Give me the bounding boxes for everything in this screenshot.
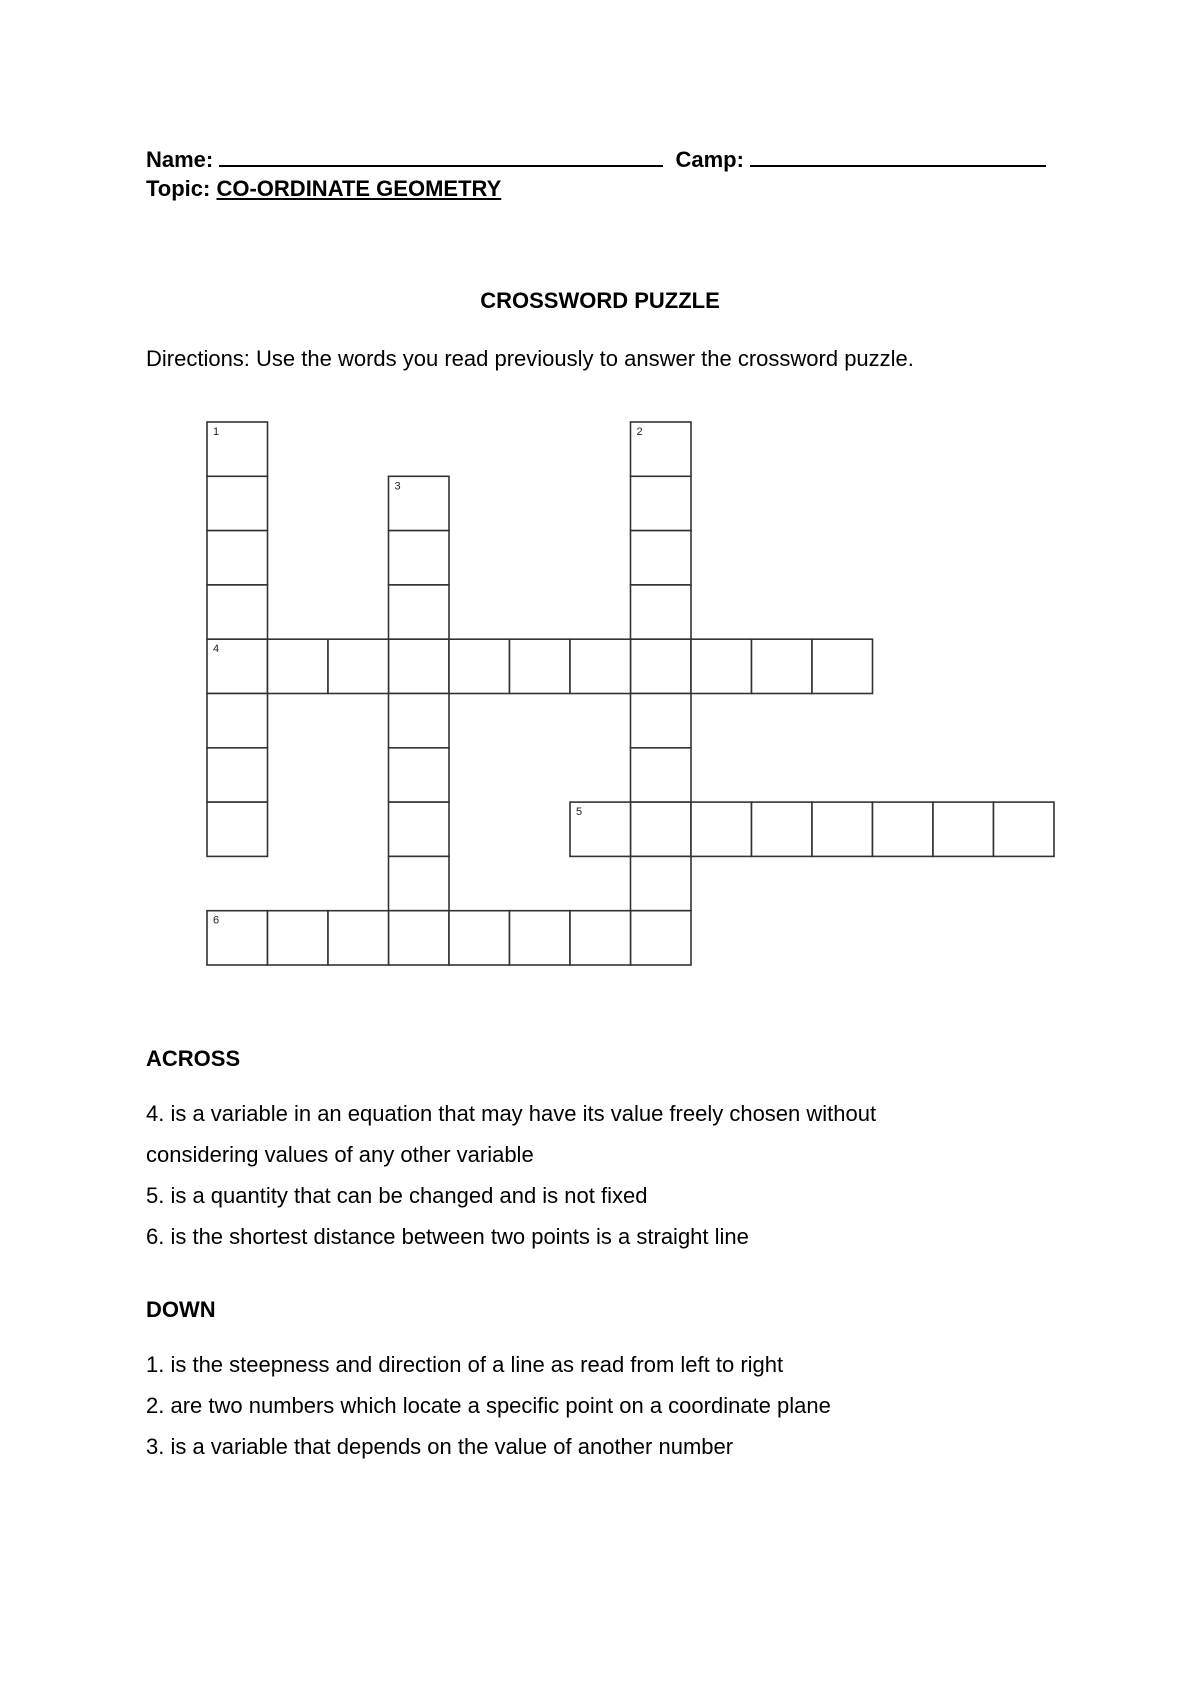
crossword-cell-r5-c3[interactable] (389, 694, 450, 748)
crossword-cell-r7-c11[interactable] (873, 802, 934, 856)
crossword-cell-r2-c3[interactable] (389, 531, 450, 585)
crossword-cell-r9-c7[interactable] (631, 911, 692, 965)
crossword-cell-r7-c3[interactable] (389, 802, 450, 856)
crossword-cell-r7-c12[interactable] (933, 802, 994, 856)
crossword-cell-r4-c7[interactable] (631, 639, 692, 693)
crossword-cell-r9-c1[interactable] (268, 911, 329, 965)
crossword-cell-r9-c3[interactable] (389, 911, 450, 965)
crossword-cell-r7-c10[interactable] (812, 802, 873, 856)
crossword-cell-r1-c7[interactable] (631, 476, 692, 530)
crossword-cell-r5-c7[interactable] (631, 694, 692, 748)
clue-down-2: 2. are two numbers which locate a specific point on a coordinate plane (146, 1393, 831, 1418)
page-title: CROSSWORD PUZZLE (480, 288, 720, 313)
crossword-cell-r9-c5[interactable] (510, 911, 571, 965)
clue-number-3: 3 (394, 480, 401, 493)
crossword-cell-r7-c0[interactable] (207, 802, 268, 856)
name-label: Name: (146, 147, 214, 172)
crossword-cell-r7-c8[interactable] (691, 802, 752, 856)
crossword-cell-r6-c3[interactable] (389, 748, 450, 802)
clue-across-4-line1: 4. is a variable in an equation that may have its value freely chosen without (146, 1101, 877, 1126)
clue-down-1: 1. is the steepness and direction of a line as read from left to right (146, 1352, 784, 1377)
crossword-cell-r6-c7[interactable] (631, 748, 692, 802)
crossword-cell-r3-c3[interactable] (389, 585, 450, 639)
down-heading: DOWN (146, 1297, 216, 1322)
clue-across-6: 6. is the shortest distance between two points is a straight line (146, 1224, 749, 1249)
crossword-cell-r3-c7[interactable] (631, 585, 692, 639)
crossword-cell-r6-c0[interactable] (207, 748, 268, 802)
clue-number-2: 2 (636, 426, 643, 438)
crossword-cell-r4-c5[interactable] (510, 639, 571, 693)
crossword-cell-r9-c6[interactable] (570, 911, 631, 965)
crossword-cell-r2-c7[interactable] (631, 531, 692, 585)
crossword-cell-r4-c10[interactable] (812, 639, 873, 693)
crossword-cell-r3-c0[interactable] (207, 585, 268, 639)
clue-number-1: 1 (213, 426, 220, 438)
across-heading: ACROSS (146, 1046, 241, 1071)
crossword-cell-r4-c8[interactable] (691, 639, 752, 693)
clue-number-4: 4 (213, 643, 220, 656)
topic-label: Topic: (146, 176, 211, 201)
directions-text: Directions: Use the words you read previously to answer the crossword puzzle. (146, 346, 914, 371)
crossword-cell-r7-c13[interactable] (994, 802, 1055, 856)
crossword-cell-r4-c6[interactable] (570, 639, 631, 693)
crossword-cell-r7-c7[interactable] (631, 802, 692, 856)
clue-across-5: 5. is a quantity that can be changed and is not fixed (146, 1183, 648, 1208)
crossword-cell-r7-c9[interactable] (752, 802, 813, 856)
down-clue-list (146, 1344, 831, 1467)
clue-number-6: 6 (213, 914, 220, 927)
clue-number-5: 5 (576, 806, 583, 819)
crossword-cell-r8-c7[interactable] (631, 856, 692, 910)
crossword-cell-r4-c2[interactable] (328, 639, 389, 693)
topic-value: CO-ORDINATE GEOMETRY (216, 176, 502, 201)
crossword-cell-r5-c0[interactable] (207, 694, 268, 748)
crossword-cell-r1-c0[interactable] (207, 476, 268, 530)
crossword-cell-r4-c4[interactable] (449, 639, 510, 693)
across-clue-list (146, 1093, 876, 1257)
crossword-cell-r4-c1[interactable] (268, 639, 329, 693)
crossword-cell-r2-c0[interactable] (207, 531, 268, 585)
clue-across-4-line2: considering values of any other variable (146, 1142, 534, 1167)
crossword-cell-r9-c2[interactable] (328, 911, 389, 965)
crossword-cell-r8-c3[interactable] (389, 856, 450, 910)
crossword-cell-r4-c3[interactable] (389, 639, 450, 693)
crossword-cell-r9-c4[interactable] (449, 911, 510, 965)
crossword-cell-r4-c9[interactable] (752, 639, 813, 693)
clue-down-3: 3. is a variable that depends on the value of another number (146, 1434, 734, 1459)
camp-label: Camp: (675, 147, 744, 172)
